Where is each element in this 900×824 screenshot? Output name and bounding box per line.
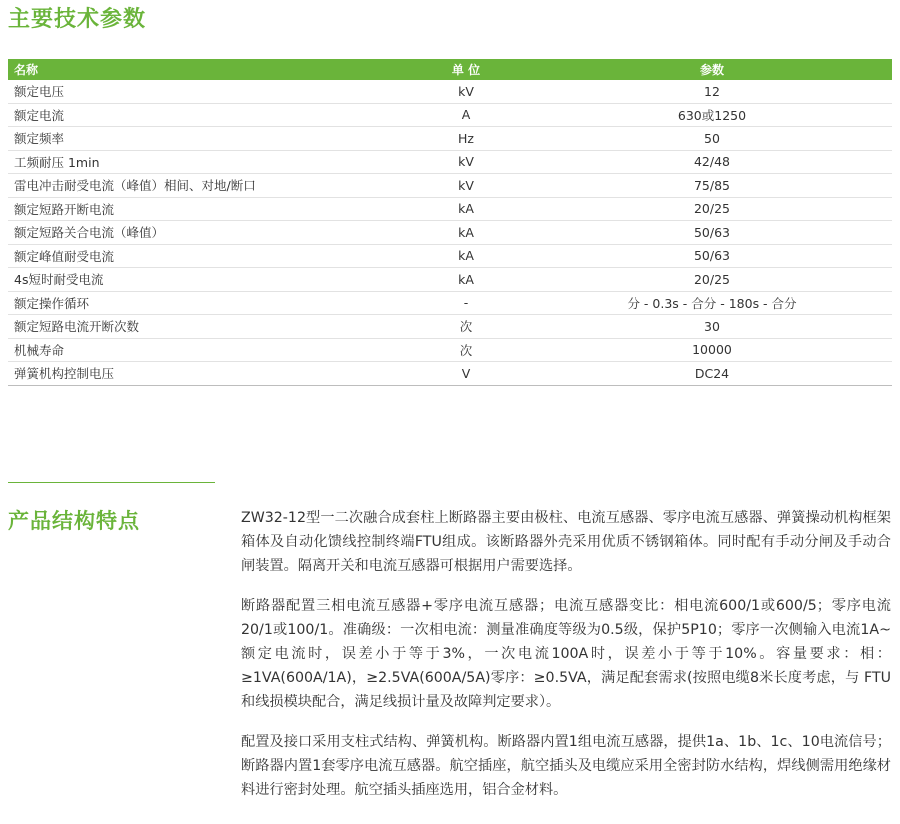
cell-param: 10000: [532, 338, 892, 362]
cell-name: 4s短时耐受电流: [8, 268, 400, 292]
cell-param: 20/25: [532, 268, 892, 292]
cell-name: 额定短路开断电流: [8, 197, 400, 221]
cell-name: 弹簧机构控制电压: [8, 362, 400, 386]
table-row: [8, 221, 892, 245]
table-header-row: [8, 59, 892, 80]
table-row: [8, 174, 892, 198]
table-row: [8, 338, 892, 362]
section-title: 产品结构特点: [8, 509, 140, 533]
table-row: [8, 150, 892, 174]
cell-name: 额定峰值耐受电流: [8, 244, 400, 268]
cell-unit: 次: [400, 315, 532, 339]
table-row: [8, 315, 892, 339]
cell-name: 额定电压: [8, 80, 400, 103]
cell-name: 额定电流: [8, 103, 400, 127]
cell-param: 50: [532, 127, 892, 151]
cell-unit: A: [400, 103, 532, 127]
table-row: [8, 291, 892, 315]
cell-unit: kA: [400, 268, 532, 292]
table-row: [8, 197, 892, 221]
cell-param: 12: [532, 80, 892, 103]
cell-unit: kV: [400, 174, 532, 198]
table-row: [8, 362, 892, 386]
header-param: 参数: [532, 59, 892, 80]
cell-name: 额定操作循环: [8, 291, 400, 315]
table-row: [8, 127, 892, 151]
cell-name: 额定频率: [8, 127, 400, 151]
cell-param: 75/85: [532, 174, 892, 198]
header-name: 名称: [8, 59, 400, 80]
cell-param: 20/25: [532, 197, 892, 221]
cell-unit: V: [400, 362, 532, 386]
description: [241, 506, 891, 818]
cell-name: 额定短路电流开断次数: [8, 315, 400, 339]
description-paragraph: 断路器配置三相电流互感器+零序电流互感器；电流互感器变比：相电流600/1或600/5；零序电流20/1或100/1。准确级：一次相电流：测量准确度等级为0.5级，保护5P10；零序一次侧输入电流1A~额定电流时，误差小于等于3%，一次电流100A时，误差小于等于10%。容量要求：相：≥1VA(600A/1A)，≥2.5VA(600A/5A)零序：≥0.5VA，满足配套需求(按照电缆8米长度考虑，与 FTU和线损模块配合，满足线损计量及故障判定要求）。: [241, 598, 891, 710]
cell-param: 分 - 0.3s - 合分 - 180s - 合分: [532, 291, 892, 315]
cell-name: 雷电冲击耐受电流（峰值）相间、对地/断口: [8, 174, 400, 198]
cell-param: 630或1250: [532, 103, 892, 127]
table-row: [8, 80, 892, 103]
cell-name: 机械寿命: [8, 338, 400, 362]
cell-unit: -: [400, 291, 532, 315]
cell-param: 50/63: [532, 244, 892, 268]
cell-name: 额定短路关合电流（峰值）: [8, 221, 400, 245]
cell-param: 30: [532, 315, 892, 339]
cell-name: 工频耐压 1min: [8, 150, 400, 174]
spec-table: [8, 59, 892, 386]
section-divider: [8, 482, 215, 483]
header-unit: 单 位: [400, 59, 532, 80]
cell-unit: Hz: [400, 127, 532, 151]
spec-table-body: [8, 80, 892, 385]
cell-unit: 次: [400, 338, 532, 362]
cell-unit: kV: [400, 80, 532, 103]
table-row: [8, 244, 892, 268]
description-paragraph: 配置及接口采用支柱式结构、弹簧机构。断路器内置1组电流互感器，提供1a、1b、1c、10电流信号；断路器内置1套零序电流互感器。航空插座，航空插头及电缆应采用全密封防水结构，焊线侧需用绝缘材料进行密封处理。航空插头插座选用，铝合金材料。: [241, 734, 891, 798]
page-title: 主要技术参数: [8, 7, 147, 32]
table-row: [8, 268, 892, 292]
cell-param: 50/63: [532, 221, 892, 245]
cell-unit: kV: [400, 150, 532, 174]
cell-unit: kA: [400, 244, 532, 268]
cell-param: 42/48: [532, 150, 892, 174]
cell-unit: kA: [400, 197, 532, 221]
table-row: [8, 103, 892, 127]
cell-param: DC24: [532, 362, 892, 386]
description-paragraph: ZW32-12型一二次融合成套柱上断路器主要由极柱、电流互感器、零序电流互感器、弹簧操动机构框架箱体及自动化馈线控制终端FTU组成。该断路器外壳采用优质不锈钢箱体。同时配有手动分闸及手动合闸装置。隔离开关和电流互感器可根据用户需要选择。: [241, 510, 891, 574]
cell-unit: kA: [400, 221, 532, 245]
